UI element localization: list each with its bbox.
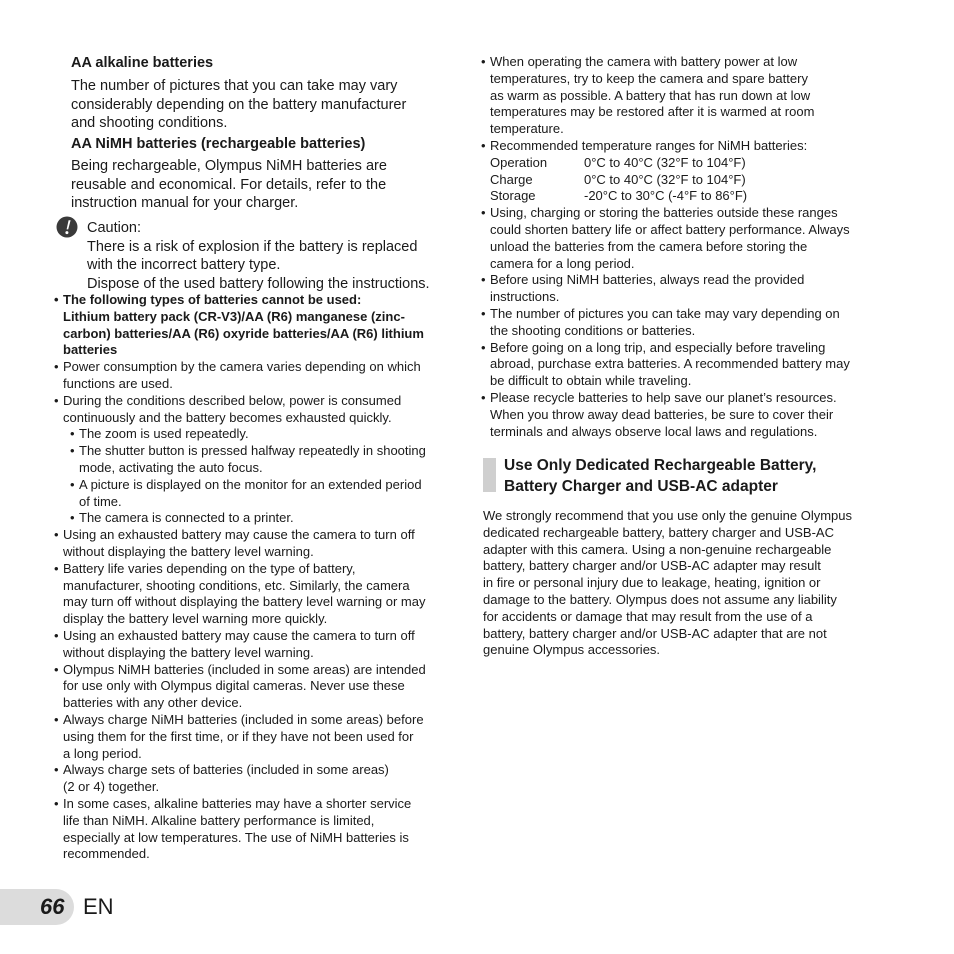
section-body: We strongly recommend that you use only the genuine Olympus dedicated rechargeable battery, battery charger and USB-AC adapter with this camera. Using a non-genuine rechargeable battery, battery charger and/or USB-AC adapter may result in fire or personal injury due to leakage, heating, ignition or damage to the battery. Olympus does not assume any liability for accidents or damage that may result from the use of a battery, battery charger and/or USB-AC adapter that are not genuine Olympus accessories. bbox=[483, 508, 853, 658]
list-subitem: • The zoom is used repeatedly. bbox=[70, 426, 426, 443]
list-item: • The number of pictures you can take may vary depending on the shooting conditions or batteries. bbox=[481, 306, 850, 340]
list-subitem: • The camera is connected to a printer. bbox=[70, 510, 426, 527]
list-item: • Always charge sets of batteries (included in some areas) (2 or 4) together. bbox=[54, 762, 426, 796]
list-item: • Recommended temperature ranges for NiMH batteries: Operation 0°C to 40°C (32°F to 104°F) Charge 0°C to 40°C (32°F to 104°F) Storage -20°C to 30°C (-4°F to 86°F) bbox=[481, 138, 850, 205]
list-subitem: • The shutter button is pressed halfway repeatedly in shooting mode, activating the auto focus. bbox=[70, 443, 426, 477]
battery-notes-list-right bbox=[481, 54, 850, 440]
alkaline-text: The number of pictures that you can take may vary considerably depending on the battery manufacturer and shooting conditions. bbox=[71, 78, 407, 131]
list-item: • Before using NiMH batteries, always read the provided instructions. bbox=[481, 272, 850, 306]
list-item: • In some cases, alkaline batteries may have a shorter service life than NiMH. Alkaline battery performance is limited, especially at low temperatures. The use of NiMH batteries is recommended. bbox=[54, 796, 426, 863]
list-item: • Always charge NiMH batteries (included in some areas) before using them for the first time, or if they have not been used for a long period. bbox=[54, 712, 426, 762]
list-item: • Power consumption by the camera varies depending on which functions are used. bbox=[54, 359, 426, 393]
caution-note: Caution: There is a risk of explosion if the battery is replaced with the incorrect battery type. Dispose of the used battery following the instructions. bbox=[87, 220, 430, 292]
list-item: • Battery life varies depending on the type of battery, manufacturer, shooting conditions, etc. Similarly, the camera may turn off without displaying the battery level warning or may display the battery level warning more quickly. bbox=[54, 561, 426, 628]
page-number: 66 bbox=[40, 894, 65, 919]
language-code: EN bbox=[83, 894, 114, 919]
list-item: • The following types of batteries cannot be used: Lithium battery pack (CR-V3)/AA (R6) manganese (zinc- carbon) batteries/AA (R6) oxyride batteries/AA (R6) lithium batteries bbox=[54, 292, 426, 359]
battery-notes-list bbox=[54, 292, 426, 863]
list-item: • During the conditions described below, power is consumed continuously and the battery becomes exhausted quickly. bbox=[54, 393, 426, 427]
list-item: • Using an exhausted battery may cause the camera to turn off without displaying the battery level warning. bbox=[54, 628, 426, 662]
list-item: • Using an exhausted battery may cause the camera to turn off without displaying the battery level warning. bbox=[54, 527, 426, 561]
nimh-heading: AA NiMH batteries (rechargeable batteries) bbox=[71, 136, 366, 152]
temperature-table bbox=[490, 155, 850, 205]
nimh-text: Being rechargeable, Olympus NiMH batteries are reusable and economical. For details, refer to the instruction manual for your charger. bbox=[71, 158, 387, 211]
list-item: • When operating the camera with battery power at low temperatures, try to keep the camera and spare battery as warm as possible. A battery that has run down at low temperatures may be restored after it is warmed at room temperature. bbox=[481, 54, 850, 138]
temperature-row: Operation 0°C to 40°C (32°F to 104°F) bbox=[490, 154, 746, 170]
temperature-row: Storage -20°C to 30°C (-4°F to 86°F) bbox=[490, 188, 748, 204]
alkaline-heading: AA alkaline batteries bbox=[71, 55, 214, 71]
list-item: • Please recycle batteries to help save our planet’s resources. When you throw away dead batteries, be sure to cover their terminals and always observe local laws and regulations. bbox=[481, 390, 850, 440]
section-heading: Use Only Dedicated Rechargeable Battery, Battery Charger and USB-AC adapter bbox=[504, 457, 817, 495]
list-item: • Using, charging or storing the batteries outside these ranges could shorten battery life or affect battery performance. Always unload the batteries from the camera before storing the camera for a long period. bbox=[481, 205, 850, 272]
section-marker-bar bbox=[483, 458, 496, 492]
list-item: • Before going on a long trip, and especially before traveling abroad, purchase extra batteries. A recommended battery may be difficult to obtain while traveling. bbox=[481, 340, 850, 390]
list-subitem: • A picture is displayed on the monitor for an extended period of time. bbox=[70, 477, 426, 511]
temperature-row: Charge 0°C to 40°C (32°F to 104°F) bbox=[490, 171, 746, 187]
caution-exclamation-icon bbox=[56, 216, 78, 238]
list-item: • Olympus NiMH batteries (included in some areas) are intended for use only with Olympus digital cameras. Never use these batteries with any other device. bbox=[54, 662, 426, 712]
